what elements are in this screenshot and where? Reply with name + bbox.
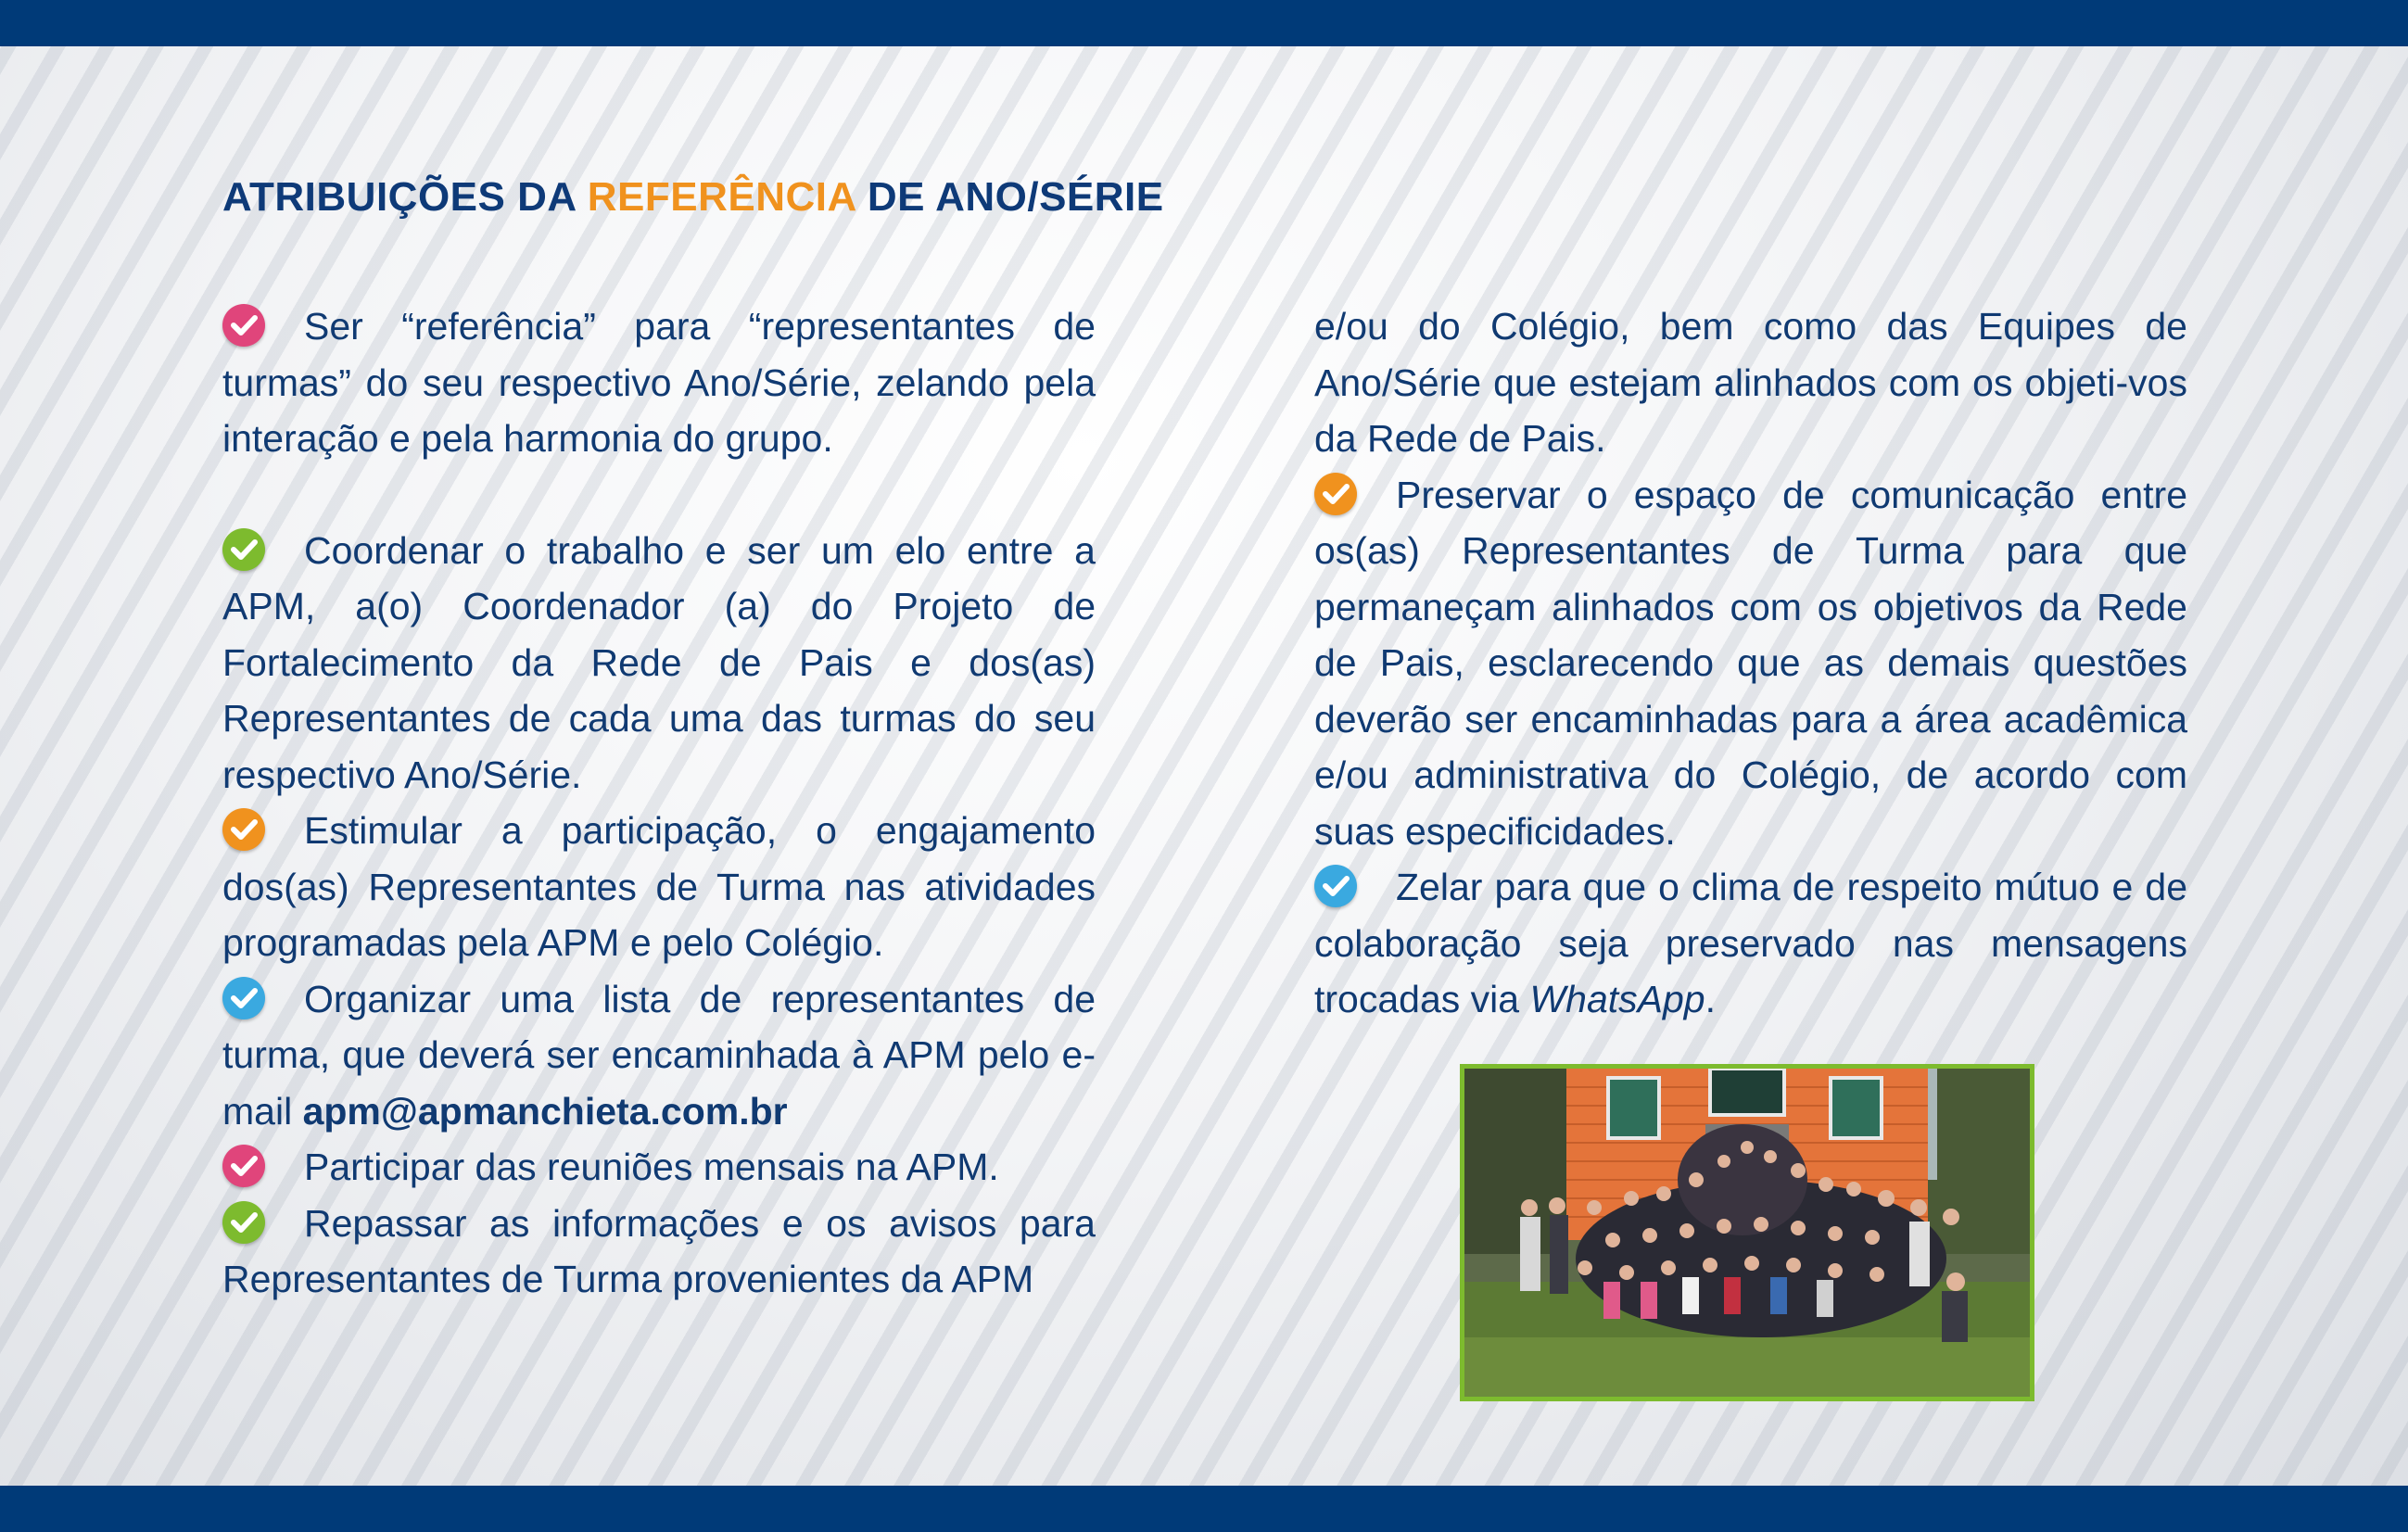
blue-check-icon [1314,865,1357,907]
item-text: Repassar as informações e os avisos para Representantes de Turma provenientes da APM [222,1201,1096,1300]
list-item [222,1139,1096,1196]
top-bar [0,0,2408,46]
item-text: Zelar para que o clima de respeito mútuo e de colaboração seja preservado nas mensagens trocadas via [1314,866,2187,1020]
list-item [222,298,1096,467]
item-text: Organizar uma lista de representantes de turma, que deverá ser encaminhada à APM pelo e-mail [222,977,1096,1133]
right-column [1314,298,2187,1028]
list-item [1314,859,2187,1028]
title-part2: DE ANO/SÉRIE [855,174,1164,220]
left-column [222,298,1096,1308]
email-link[interactable]: apm@apmanchieta.com.br [302,1089,788,1133]
item-text-end: . [1705,978,1717,1020]
list-item [1314,467,2187,860]
pink-check-icon [222,1145,265,1187]
bottom-bar [0,1486,2408,1532]
item-text: Estimular a participação, o engajamento dos(as) Representantes de Turma nas atividades programadas pela APM e pelo Colégio. [222,809,1096,964]
green-check-icon [222,528,265,571]
page-title [222,174,1164,221]
whatsapp-text: WhatsApp [1529,978,1705,1020]
title-part1: ATRIBUIÇÕES DA [222,174,588,220]
list-item [222,523,1096,804]
orange-check-icon [222,808,265,851]
group-photo-illustration [1464,1069,2030,1397]
orange-check-icon [1314,473,1357,515]
item-text: Ser “referência” para “representantes de turmas” do seu respectivo Ano/Série, zelando pela interação e pela harmonia do grupo. [222,305,1096,460]
pink-check-icon [222,304,265,347]
list-item [222,971,1096,1140]
group-photo [1460,1064,2034,1401]
list-item [222,1196,1096,1308]
item-text: Participar das reuniões mensais na APM. [304,1146,999,1188]
blue-check-icon [222,977,265,1019]
title-highlight: REFERÊNCIA [587,174,856,220]
continuation-text: e/ou do Colégio, bem como das Equipes de Ano/Série que estejam alinhados com os objeti-vos da Rede de Pais. [1314,305,2187,460]
list-item [222,803,1096,971]
item-text: Coordenar o trabalho e ser um elo entre a APM, a(o) Coordenador (a) do Projeto de Fortalecimento da Rede de Pais e dos(as) Representantes de cada uma das turmas do seu respectivo Ano/Série. [222,528,1096,796]
item-text: Preservar o espaço de comunicação entre os(as) Representantes de Turma para que permaneçam alinhados com os objetivos da Rede de Pais, esclarecendo que as demais questões deverão ser encaminhadas para a área acadêmica e/ou administrativa do Colégio, de acordo com suas especificidades. [1314,473,2187,853]
green-check-icon [222,1201,265,1244]
